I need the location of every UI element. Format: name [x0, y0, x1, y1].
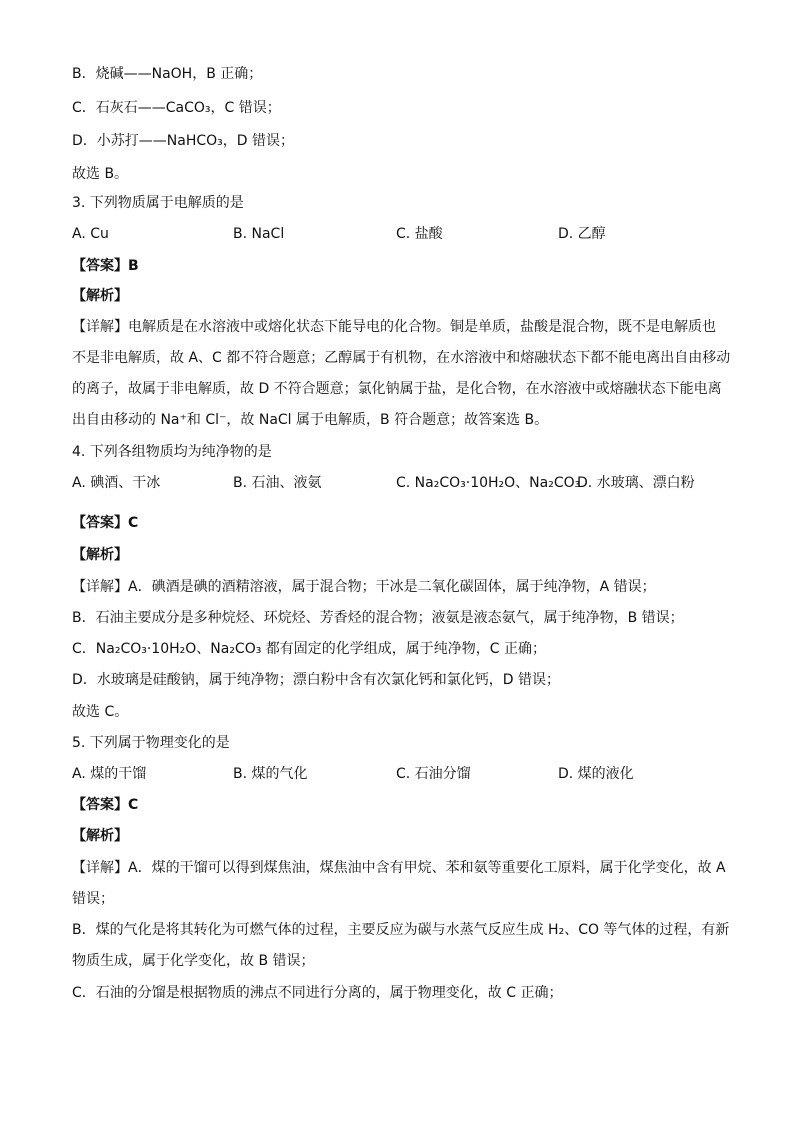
text-line: D．小苏打——NaHCO₃，D 错误； — [72, 133, 294, 149]
text-line: C．石灰石——CaCO₃，C 错误； — [72, 100, 281, 116]
q3-option-c: C. 盐酸 — [396, 226, 443, 242]
text-line: 不是非电解质，故 A、C 都不符合题意；乙醇属于有机物，在水溶液中和熔融状态下都不能电离出自由移动 — [72, 350, 731, 366]
text-line: B．石油主要成分是多种烷烃、环烷烃、芳香烃的混合物；液氨是液态氨气，属于纯净物，B 错误； — [72, 610, 684, 626]
text-line: 错误； — [72, 891, 114, 907]
text-line: 【详解】电解质是在水溶液中或熔化状态下能导电的化合物。铜是单质，盐酸是混合物，既不是电解质也 — [72, 319, 716, 335]
answer-label: 【答案】B — [72, 258, 139, 274]
text-line: 物质生成，属于化学变化，故 B 错误； — [72, 953, 315, 969]
answer-label: 【答案】C — [72, 797, 139, 813]
q4-option-a: A. 碘酒、干冰 — [72, 475, 161, 491]
text-line: D．水玻璃是硅酸钠，属于纯净物；漂白粉中含有次氯化钙和氯化钙，D 错误； — [72, 672, 561, 688]
text-line: B．烧碱——NaOH，B 正确； — [72, 66, 263, 82]
q3-option-d: D. 乙醇 — [558, 226, 606, 242]
text-line: 故选 B。 — [72, 166, 129, 182]
text-line: 故选 C。 — [72, 704, 129, 720]
analysis-label: 【解析】 — [72, 828, 128, 844]
q3-option-a: A. Cu — [72, 226, 109, 242]
q4-option-b: B. 石油、液氨 — [233, 475, 322, 491]
text-line: B．煤的气化是将其转化为可燃气体的过程，主要反应为碳与水蒸气反应生成 H₂、CO 等气体的过程，有新 — [72, 922, 730, 938]
q4-option-c: C. Na₂CO₃·10H₂O、Na₂CO₃ — [396, 475, 581, 491]
q5-option-c: C. 石油分馏 — [396, 766, 471, 782]
text-line: 【详解】A．碘酒是碘的酒精溶液，属于混合物；干冰是二氧化碳固体，属于纯净物，A 错误； — [72, 579, 656, 595]
question-4: 4. 下列各组物质均为纯净物的是 — [72, 444, 272, 460]
question-3: 3. 下列物质属于电解质的是 — [72, 195, 244, 211]
text-line: 【详解】A．煤的干馏可以得到煤焦油，煤焦油中含有甲烷、苯和氨等重要化工原料，属于化学变化，故 A — [72, 860, 726, 876]
text-line: C．石油的分馏是根据物质的沸点不同进行分离的，属于物理变化，故 C 正确； — [72, 985, 563, 1001]
text-line: 出自由移动的 Na⁺和 Cl⁻，故 NaCl 属于电解质，B 符合题意；故答案选 B。 — [72, 412, 549, 428]
text-line: 的离子，故属于非电解质，故 D 不符合题意；氯化钠属于盐，是化合物，在水溶液中或熔融状态下能电离 — [72, 381, 722, 397]
q4-option-d: D. 水玻璃、漂白粉 — [577, 475, 695, 491]
q5-option-d: D. 煤的液化 — [558, 766, 634, 782]
analysis-label: 【解析】 — [72, 288, 128, 304]
text-line: C．Na₂CO₃·10H₂O、Na₂CO₃ 都有固定的化学组成，属于纯净物，C 正确； — [72, 641, 547, 657]
answer-label: 【答案】C — [72, 515, 139, 531]
q5-option-b: B. 煤的气化 — [233, 766, 308, 782]
q3-option-b: B. NaCl — [233, 226, 285, 242]
q5-option-a: A. 煤的干馏 — [72, 766, 147, 782]
question-5: 5. 下列属于物理变化的是 — [72, 735, 230, 751]
analysis-label: 【解析】 — [72, 547, 128, 563]
